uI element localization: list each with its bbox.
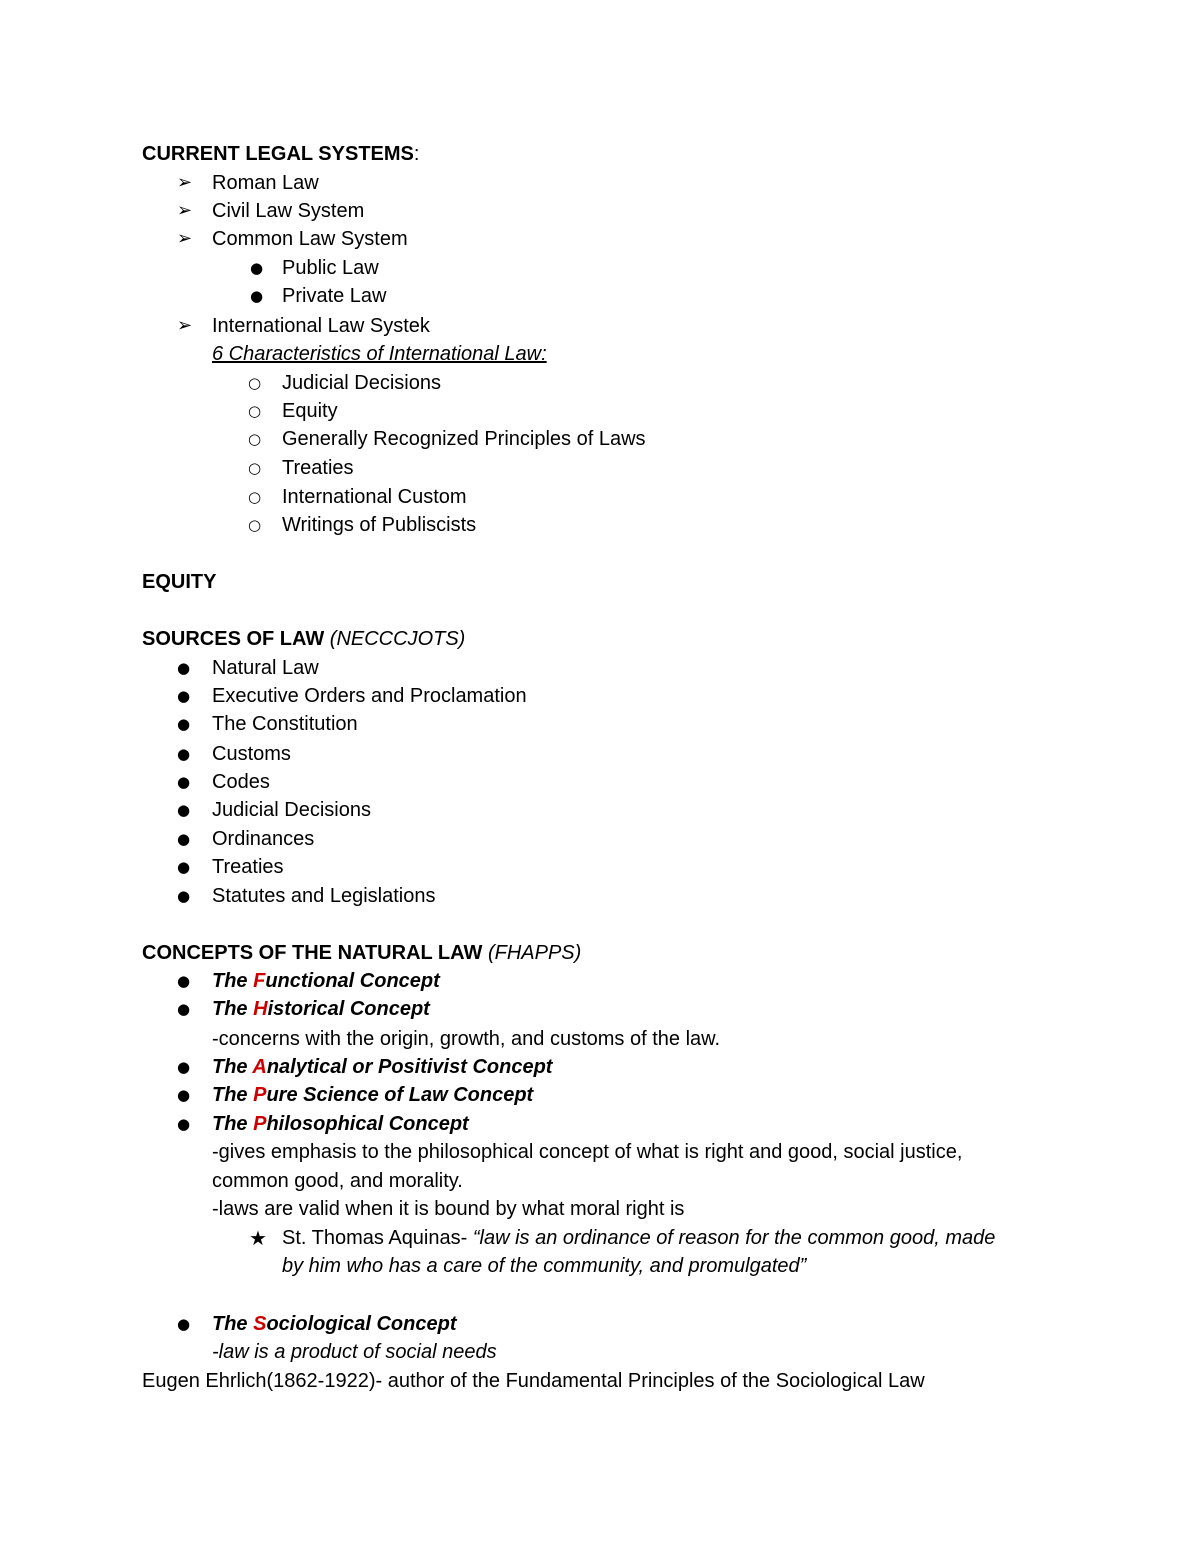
historical-note: -concerns with the origin, growth, and customs of the law. [212, 1028, 721, 1050]
concept-initial-letter: H [253, 998, 268, 1020]
arrow-bullet-icon: ➢ [177, 315, 193, 336]
bullet-icon: ● [177, 887, 191, 905]
concept-initial-letter: S [253, 1313, 267, 1335]
concept-rest: istorical Concept [267, 998, 430, 1020]
list-item-public-law: Public Law [282, 257, 379, 279]
concept-functional [212, 970, 440, 992]
concept-prefix: The [212, 1313, 254, 1335]
characteristic-item: Treaties [282, 457, 354, 479]
concept-prefix: The [212, 970, 254, 992]
circle-bullet-icon: ○ [248, 459, 262, 477]
philosophical-note-line-2: common good, and morality. [212, 1170, 463, 1192]
aquinas-quote-line-1 [282, 1227, 995, 1249]
legal-systems-heading-text: CURRENT LEGAL SYSTEMS [142, 143, 414, 165]
ehrlich-line: Eugen Ehrlich(1862-1922)- author of the Fundamental Principles of the Sociological Law [142, 1370, 925, 1392]
legal-systems-heading-colon: : [413, 143, 420, 165]
characteristic-item: Equity [282, 400, 338, 422]
bullet-icon: ● [177, 801, 191, 819]
bullet-icon: ● [177, 773, 191, 791]
aquinas-quote-text: “law is an ordinance of reason for the common good, made [472, 1227, 996, 1249]
source-item: Treaties [212, 856, 284, 878]
concepts-heading-text: CONCEPTS OF THE NATURAL LAW [142, 942, 483, 964]
source-item: Statutes and Legislations [212, 885, 436, 907]
circle-bullet-icon: ○ [248, 488, 262, 506]
source-item: Natural Law [212, 657, 319, 679]
concept-initial-letter: P [253, 1084, 267, 1106]
characteristic-item: International Custom [282, 486, 467, 508]
concept-rest: nalytical or Positivist Concept [266, 1056, 553, 1078]
source-item: Codes [212, 771, 270, 793]
sources-mnemonic: (NECCCJOTS) [329, 628, 466, 650]
philosophical-note-line-1: -gives emphasis to the philosophical concept of what is right and good, social justice, [212, 1141, 963, 1163]
bullet-icon: ● [177, 1058, 191, 1076]
aquinas-quote-line-2: by him who has a care of the community, and promulgated” [282, 1255, 807, 1277]
bullet-icon: ● [250, 287, 264, 305]
bullet-icon: ● [177, 745, 191, 763]
concepts-heading [142, 942, 581, 964]
equity-heading: EQUITY [142, 571, 217, 593]
concept-prefix: The [212, 1113, 254, 1135]
bullet-icon: ● [177, 972, 191, 990]
concept-historical [212, 998, 430, 1020]
characteristics-title-text: 6 Characteristics of International Law [212, 343, 542, 365]
sources-heading [142, 628, 465, 650]
bullet-icon: ● [177, 858, 191, 876]
bullet-icon: ● [177, 687, 191, 705]
concept-rest: ure Science of Law Concept [266, 1084, 534, 1106]
concept-prefix: The [212, 1056, 253, 1078]
bullet-icon: ● [177, 1086, 191, 1104]
concept-rest: unctional Concept [265, 970, 440, 992]
legal-systems-heading [142, 143, 419, 165]
circle-bullet-icon: ○ [248, 374, 262, 392]
sources-heading-text: SOURCES OF LAW [142, 628, 325, 650]
concept-philosophical [212, 1113, 469, 1135]
concept-initial-letter: F [253, 970, 266, 992]
bullet-icon: ● [177, 830, 191, 848]
characteristic-item: Writings of Publiscists [282, 514, 477, 536]
arrow-bullet-icon: ➢ [177, 200, 193, 221]
list-item-civil-law: Civil Law System [212, 200, 365, 222]
source-item: Ordinances [212, 828, 315, 850]
concept-pure-science [212, 1084, 533, 1106]
arrow-bullet-icon: ➢ [177, 228, 193, 249]
concept-initial-letter: P [253, 1113, 267, 1135]
list-item-international-law: International Law Systek [212, 315, 430, 337]
list-item-private-law: Private Law [282, 285, 387, 307]
characteristics-title [212, 343, 547, 365]
circle-bullet-icon: ○ [248, 430, 262, 448]
concepts-mnemonic: (FHAPPS) [487, 942, 582, 964]
source-item: Judicial Decisions [212, 799, 371, 821]
source-item: The Constitution [212, 713, 358, 735]
philosophical-note-line-3: -laws are valid when it is bound by what moral right is [212, 1198, 685, 1220]
concept-sociological [212, 1313, 457, 1335]
aquinas-author: St. Thomas Aquinas- [282, 1227, 473, 1249]
concept-prefix: The [212, 1084, 254, 1106]
list-item-roman-law: Roman Law [212, 172, 319, 194]
bullet-icon: ● [177, 715, 191, 733]
concept-analytical [212, 1056, 552, 1078]
bullet-icon: ● [177, 1115, 191, 1133]
arrow-bullet-icon: ➢ [177, 172, 193, 193]
bullet-icon: ● [177, 1315, 191, 1333]
concept-initial-letter: A [252, 1056, 267, 1078]
bullet-icon: ● [250, 259, 264, 277]
star-bullet-icon: ★ [249, 1226, 267, 1250]
characteristic-item: Generally Recognized Principles of Laws [282, 428, 646, 450]
concept-rest: ociological Concept [266, 1313, 457, 1335]
list-item-common-law: Common Law System [212, 228, 408, 250]
source-item: Customs [212, 743, 291, 765]
concept-rest: hilosophical Concept [266, 1113, 469, 1135]
circle-bullet-icon: ○ [248, 516, 262, 534]
circle-bullet-icon: ○ [248, 402, 262, 420]
bullet-icon: ● [177, 1000, 191, 1018]
characteristic-item: Judicial Decisions [282, 372, 441, 394]
bullet-icon: ● [177, 659, 191, 677]
sociological-note: -law is a product of social needs [212, 1341, 497, 1363]
concept-prefix: The [212, 998, 254, 1020]
characteristics-title-colon: : [541, 343, 547, 365]
source-item: Executive Orders and Proclamation [212, 685, 527, 707]
